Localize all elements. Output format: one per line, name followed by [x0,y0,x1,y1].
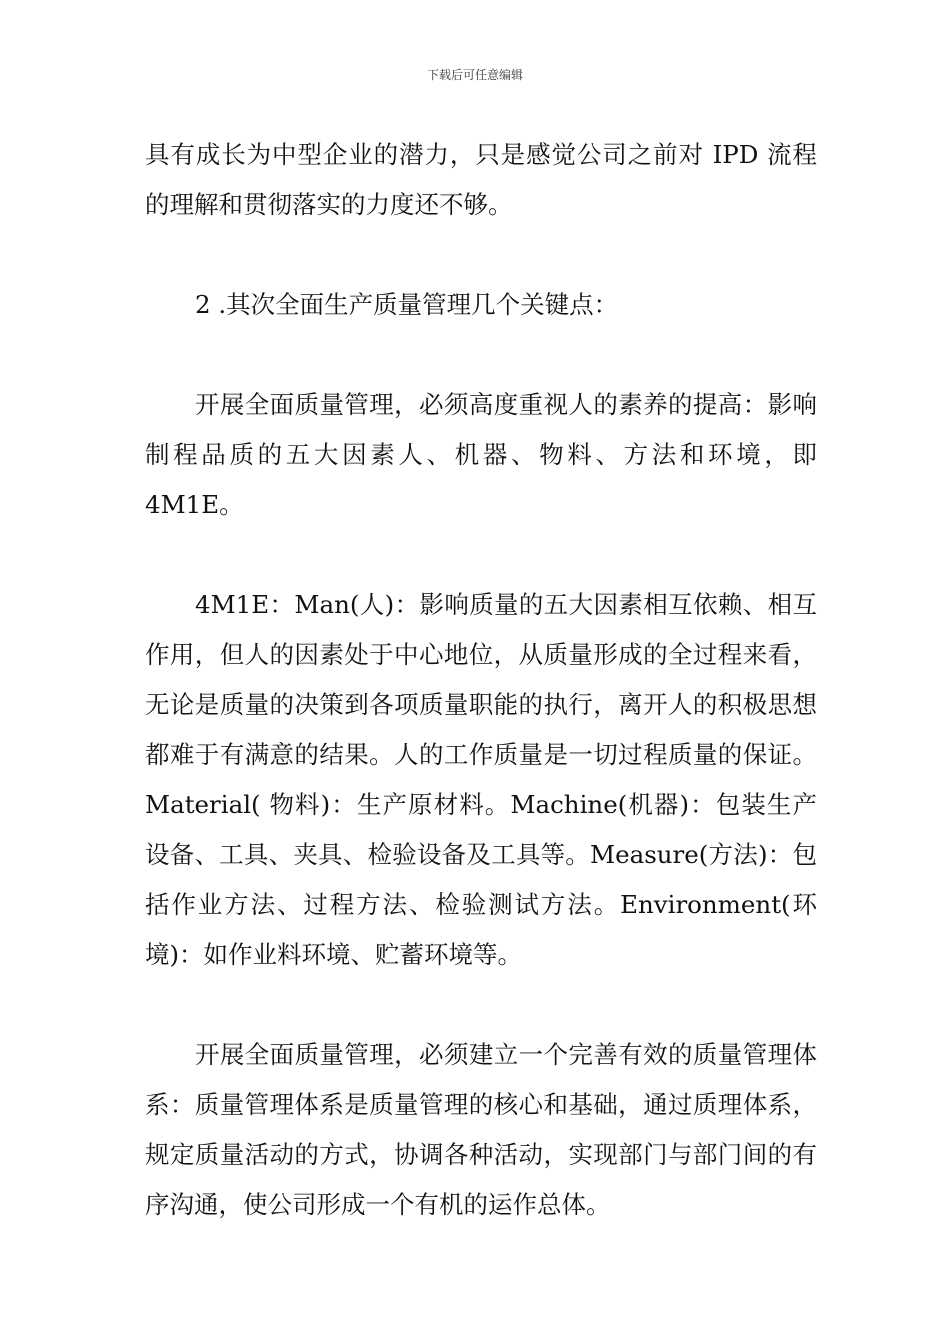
paragraph-gap [145,980,817,1030]
paragraph-quality-system: 开展全面质量管理，必须建立一个完善有效的质量管理体系：质量管理体系是质量管理的核心和基础，通过质理体系，规定质量活动的方式，协调各种活动，实现部门与部门间的有序沟通，使公司形成一个有机的运作总体。 [145,1040,817,1219]
paragraph-gap [145,530,817,580]
paragraph-gap [145,330,817,380]
paragraph-ipd-continuation: 具有成长为中型企业的潜力，只是感觉公司之前对 IPD 流程的理解和贯彻落实的力度还不够。 [145,140,817,219]
page-header: 下载后可任意编辑 [426,68,523,82]
section-heading-key-points: 2 .其次全面生产质量管理几个关键点： [195,290,619,319]
paragraph-4m1e: 4M1E：Man(人)：影响质量的五大因素相互依赖、相互作用，但人的因素处于中心地位，从质量形成的全过程来看，无论是质量的决策到各项质量职能的执行，离开人的积极思想都难于有满意的结果。人的工作质量是一切过程质量的保证。Material( 物料)：生产原材料。Machine(机器)：包装生产设备、工具、夹具、检验设备及工具等。Measure(方法)：包括作业方法、过程方法、检验测试方法。Environment(环境)：如作业料环境、贮蓄环境等。 [145,590,817,969]
paragraph-personnel-quality: 开展全面质量管理，必须高度重视人的素养的提高：影响制程品质的五大因素人、机器、物料、方法和环境，即 4M1E。 [145,390,817,519]
paragraph-gap [145,230,817,280]
document-body [145,130,817,1230]
